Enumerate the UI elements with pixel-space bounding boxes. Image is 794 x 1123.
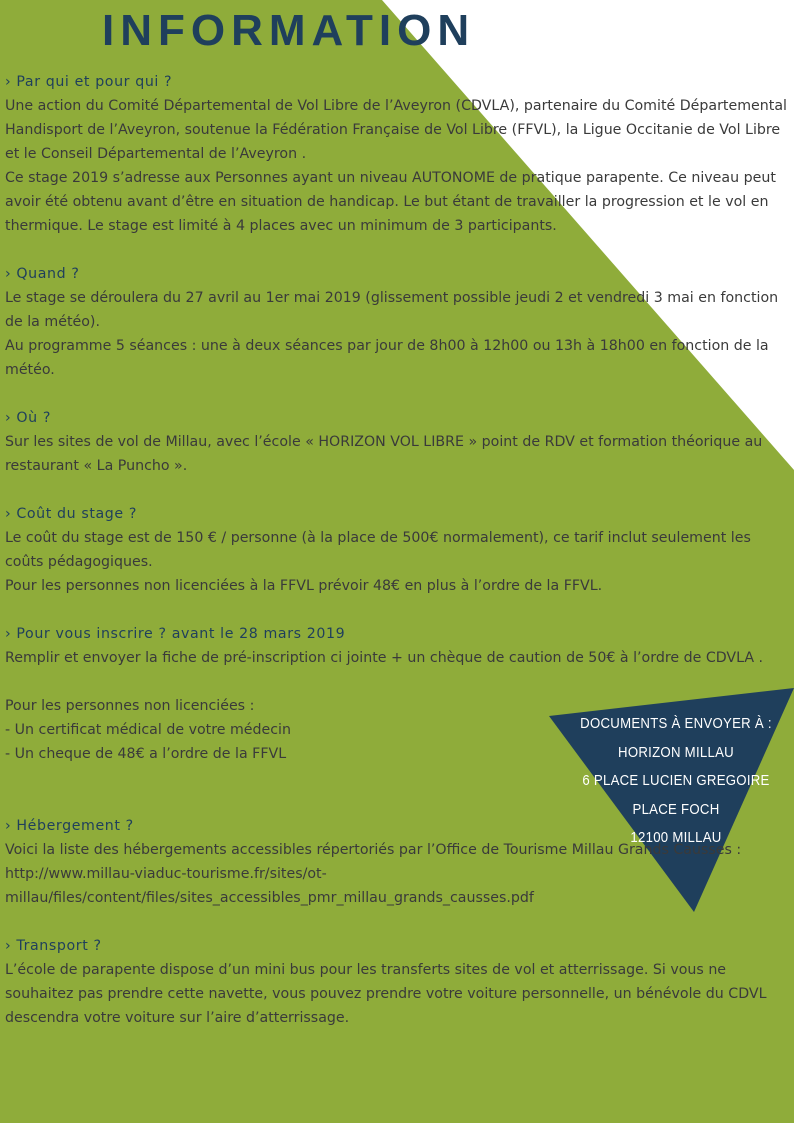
section-heading: › Quand ? [5, 266, 80, 282]
paragraph: Pour les personnes non licenciées à la FFVL prévoir 48€ en plus à l’ordre de la FFVL. [5, 578, 603, 594]
section-who [5, 70, 789, 238]
section-heading: › Transport ? [5, 938, 102, 954]
list-item: - Un cheque de 48€ a l’ordre de la FFVL [5, 746, 287, 762]
documents-address-line: 12100 MILLAU [630, 829, 722, 846]
section-cost [5, 502, 789, 598]
paragraph: Le coût du stage est de 150 € / personne (à la place de 500€ normalement), ce tarif inclut seulement les coûts pédagogiques. [5, 530, 751, 570]
documents-title: DOCUMENTS À ENVOYER À : [580, 715, 772, 732]
main-content [5, 70, 789, 1030]
section-transport [5, 934, 789, 1030]
paragraph: Une action du Comité Départemental de Vol Libre de l’Aveyron (CDVLA), partenaire du Comité Départemental Handisport de l’Aveyron, soutenue la Fédération Française de Vol Libre (FFVL), la Ligue Occitanie de Vol Libre et le Conseil Départemental de l’Aveyron . [5, 98, 787, 162]
page-title: INFORMATION [102, 6, 476, 55]
list-item: - Un certificat médical de votre médecin [5, 722, 291, 738]
section-where [5, 406, 789, 478]
paragraph: Ce stage 2019 s’adresse aux Personnes ayant un niveau AUTONOME de pratique parapente. Ce niveau peut avoir été obtenu avant d’être en situation de handicap. Le but étant de travailler la progression et le vol en thermique. Le stage est limité à 4 places avec un minimum de 3 participants. [5, 170, 776, 234]
paragraph: Pour les personnes non licenciées : [5, 698, 255, 714]
paragraph: Sur les sites de vol de Millau, avec l’école « HORIZON VOL LIBRE » point de RDV et formation théorique au restaurant « La Puncho ». [5, 434, 763, 474]
section-when [5, 262, 789, 382]
section-heading: › Où ? [5, 410, 51, 426]
paragraph: Remplir et envoyer la fiche de pré-inscription ci jointe + un chèque de caution de 50€ à l’ordre de CDVLA . [5, 650, 764, 666]
documents-address-line: PLACE FOCH [632, 800, 720, 818]
documents-address-line: HORIZON MILLAU [618, 743, 734, 761]
paragraph: Voici la liste des hébergements accessibles répertoriés par l’Office de Tourisme Millau Grands Causses : [5, 842, 742, 858]
section-heading: › Par qui et pour qui ? [5, 74, 173, 90]
section-heading: › Hébergement ? [5, 818, 134, 834]
documents-box-text [574, 710, 778, 853]
lodging-link[interactable]: http://www.millau-viaduc-tourisme.fr/sites/ot- [5, 866, 327, 882]
paragraph: Le stage se déroulera du 27 avril au 1er mai 2019 (glissement possible jeudi 2 et vendredi 3 mai en fonction de la météo). [5, 290, 779, 330]
section-heading: › Coût du stage ? [5, 506, 137, 522]
lodging-link[interactable]: millau/files/content/files/sites_accessibles_pmr_millau_grands_causses.pdf [5, 890, 534, 906]
section-heading: › Pour vous inscrire ? avant le 28 mars 2019 [5, 626, 346, 642]
paragraph: Au programme 5 séances : une à deux séances par jour de 8h00 à 12h00 ou 13h à 18h00 en fonction de la météo. [5, 338, 769, 378]
documents-address-line: 6 PLACE LUCIEN GREGOIRE [582, 772, 770, 789]
paragraph: L’école de parapente dispose d’un mini bus pour les transferts sites de vol et atterrissage. Si vous ne souhaitez pas prendre cette navette, vous pouvez prendre votre voiture personnelle, un bénévole du CDVL descendra votre voiture sur l’aire d’atterrissage. [5, 962, 767, 1026]
